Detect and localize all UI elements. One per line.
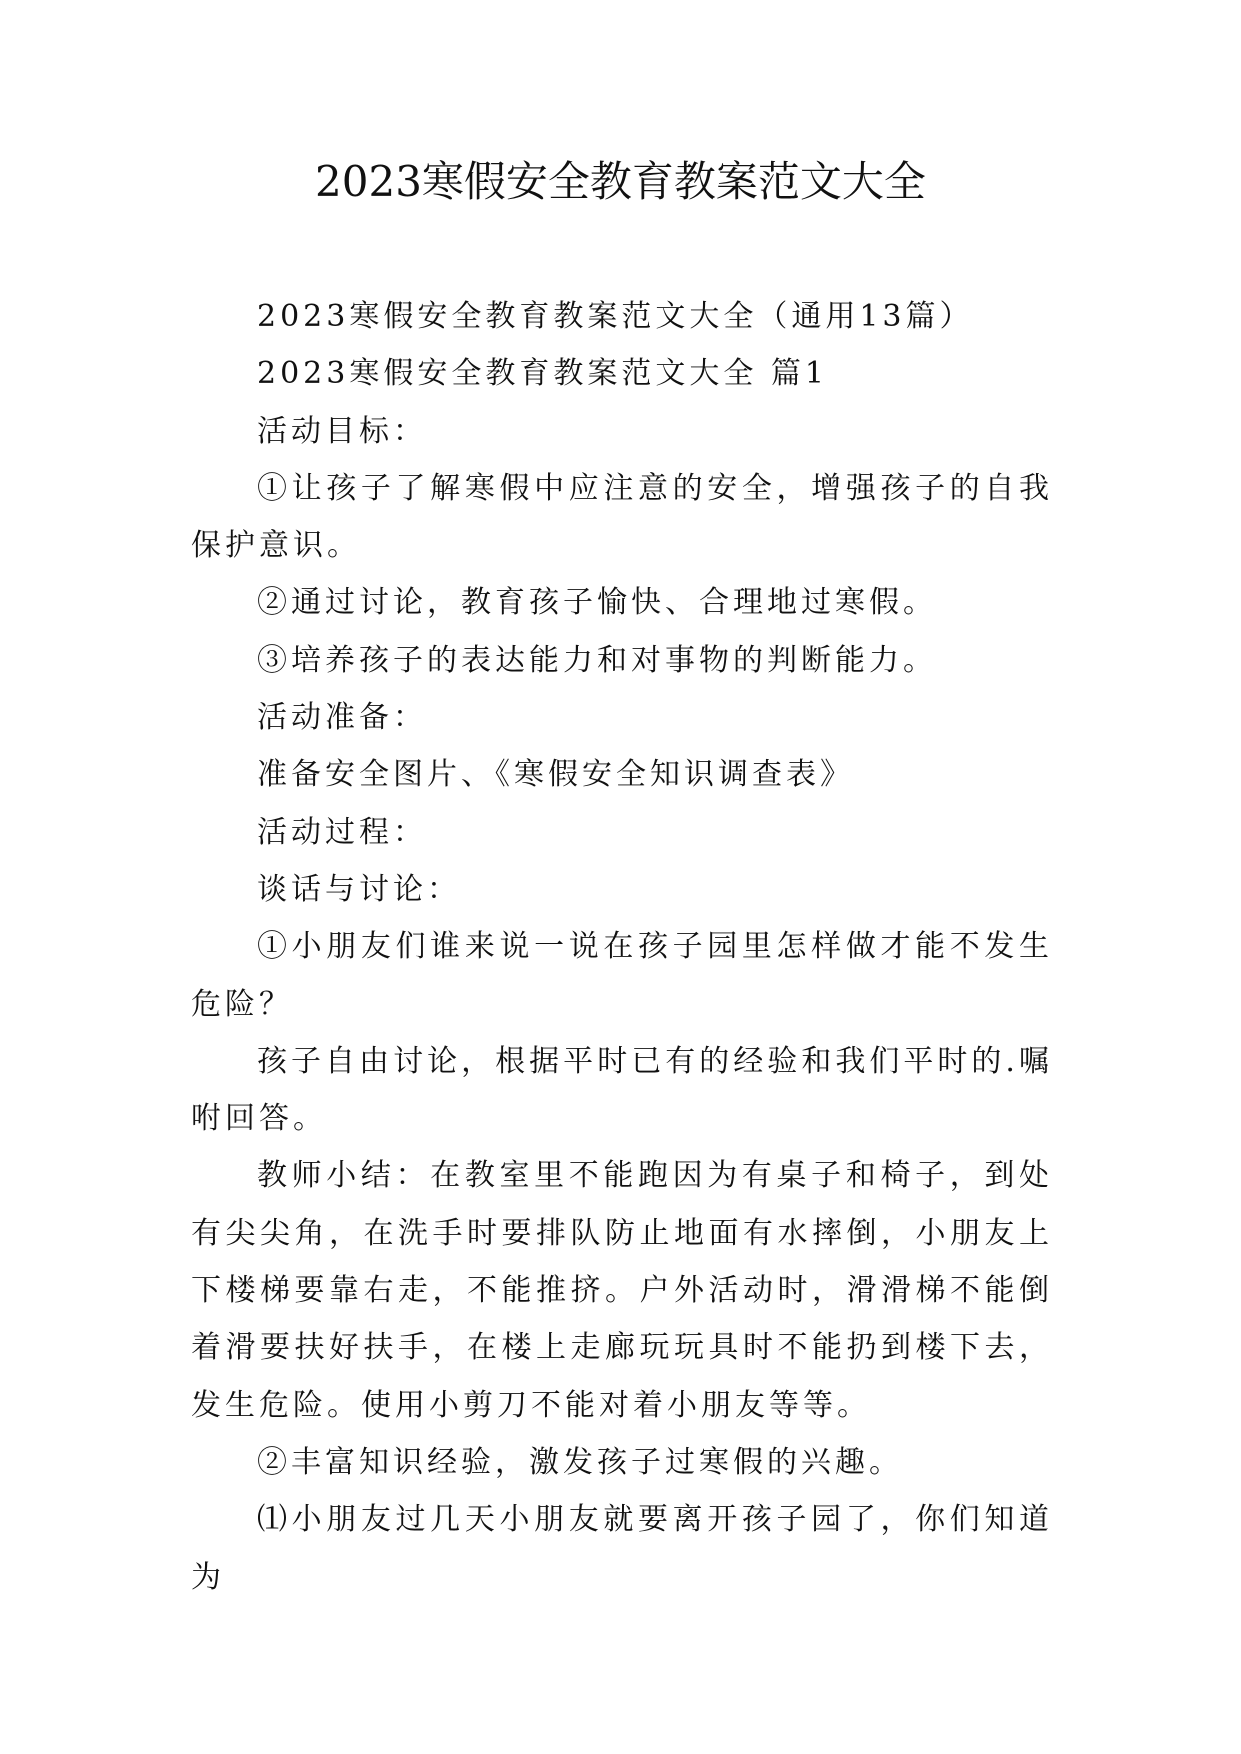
paragraph-goal-2: ②通过讨论，教育孩子愉快、合理地过寒假。 <box>257 585 937 621</box>
paragraph-discussion-2: ②丰富知识经验，激发孩子过寒假的兴趣。 <box>257 1444 903 1480</box>
document-body <box>191 288 1053 1606</box>
paragraph-activity-process-label: 活动过程： <box>257 814 427 850</box>
paragraph-sub-item-1: ⑴小朋友过几天小朋友就要离开孩子园了，你们知道为 <box>191 1502 1053 1595</box>
document-title: 2023寒假安全教育教案范文大全 <box>315 157 926 206</box>
paragraph-discussion-label: 谈话与讨论： <box>257 871 461 907</box>
paragraph-activity-prep-label: 活动准备： <box>257 700 427 736</box>
paragraph-activity-prep: 准备安全图片、《寒假安全知识调查表》 <box>257 757 854 793</box>
paragraph-free-discussion: 孩子自由讨论，根据平时已有的经验和我们平时的.嘱咐回答。 <box>191 1043 1053 1137</box>
paragraph-subtitle: 2023寒假安全教育教案范文大全（通用13篇） <box>257 299 974 334</box>
paragraph-section-heading: 2023寒假安全教育教案范文大全 篇1 <box>257 356 828 392</box>
paragraph-activity-goals-label: 活动目标： <box>257 413 427 449</box>
paragraph-goal-1: ①让孩子了解寒假中应注意的安全，增强孩子的自我保护意识。 <box>191 470 1053 564</box>
paragraph-discussion-1: ①小朋友们谁来说一说在孩子园里怎样做才能不发生危险？ <box>191 929 1053 1022</box>
paragraph-teacher-summary: 教师小结：在教室里不能跑因为有桌子和椅子，到处有尖尖角，在洗手时要排队防止地面有水摔倒，小朋友上下楼梯要靠右走，不能推挤。户外活动时，滑滑梯不能倒着滑要扶好扶手，在楼上走廊玩玩具时不能扔到楼下去，发生危险。使用小剪刀不能对着小朋友等等。 <box>191 1158 1053 1423</box>
paragraph-goal-3: ③培养孩子的表达能力和对事物的判断能力。 <box>257 642 937 678</box>
